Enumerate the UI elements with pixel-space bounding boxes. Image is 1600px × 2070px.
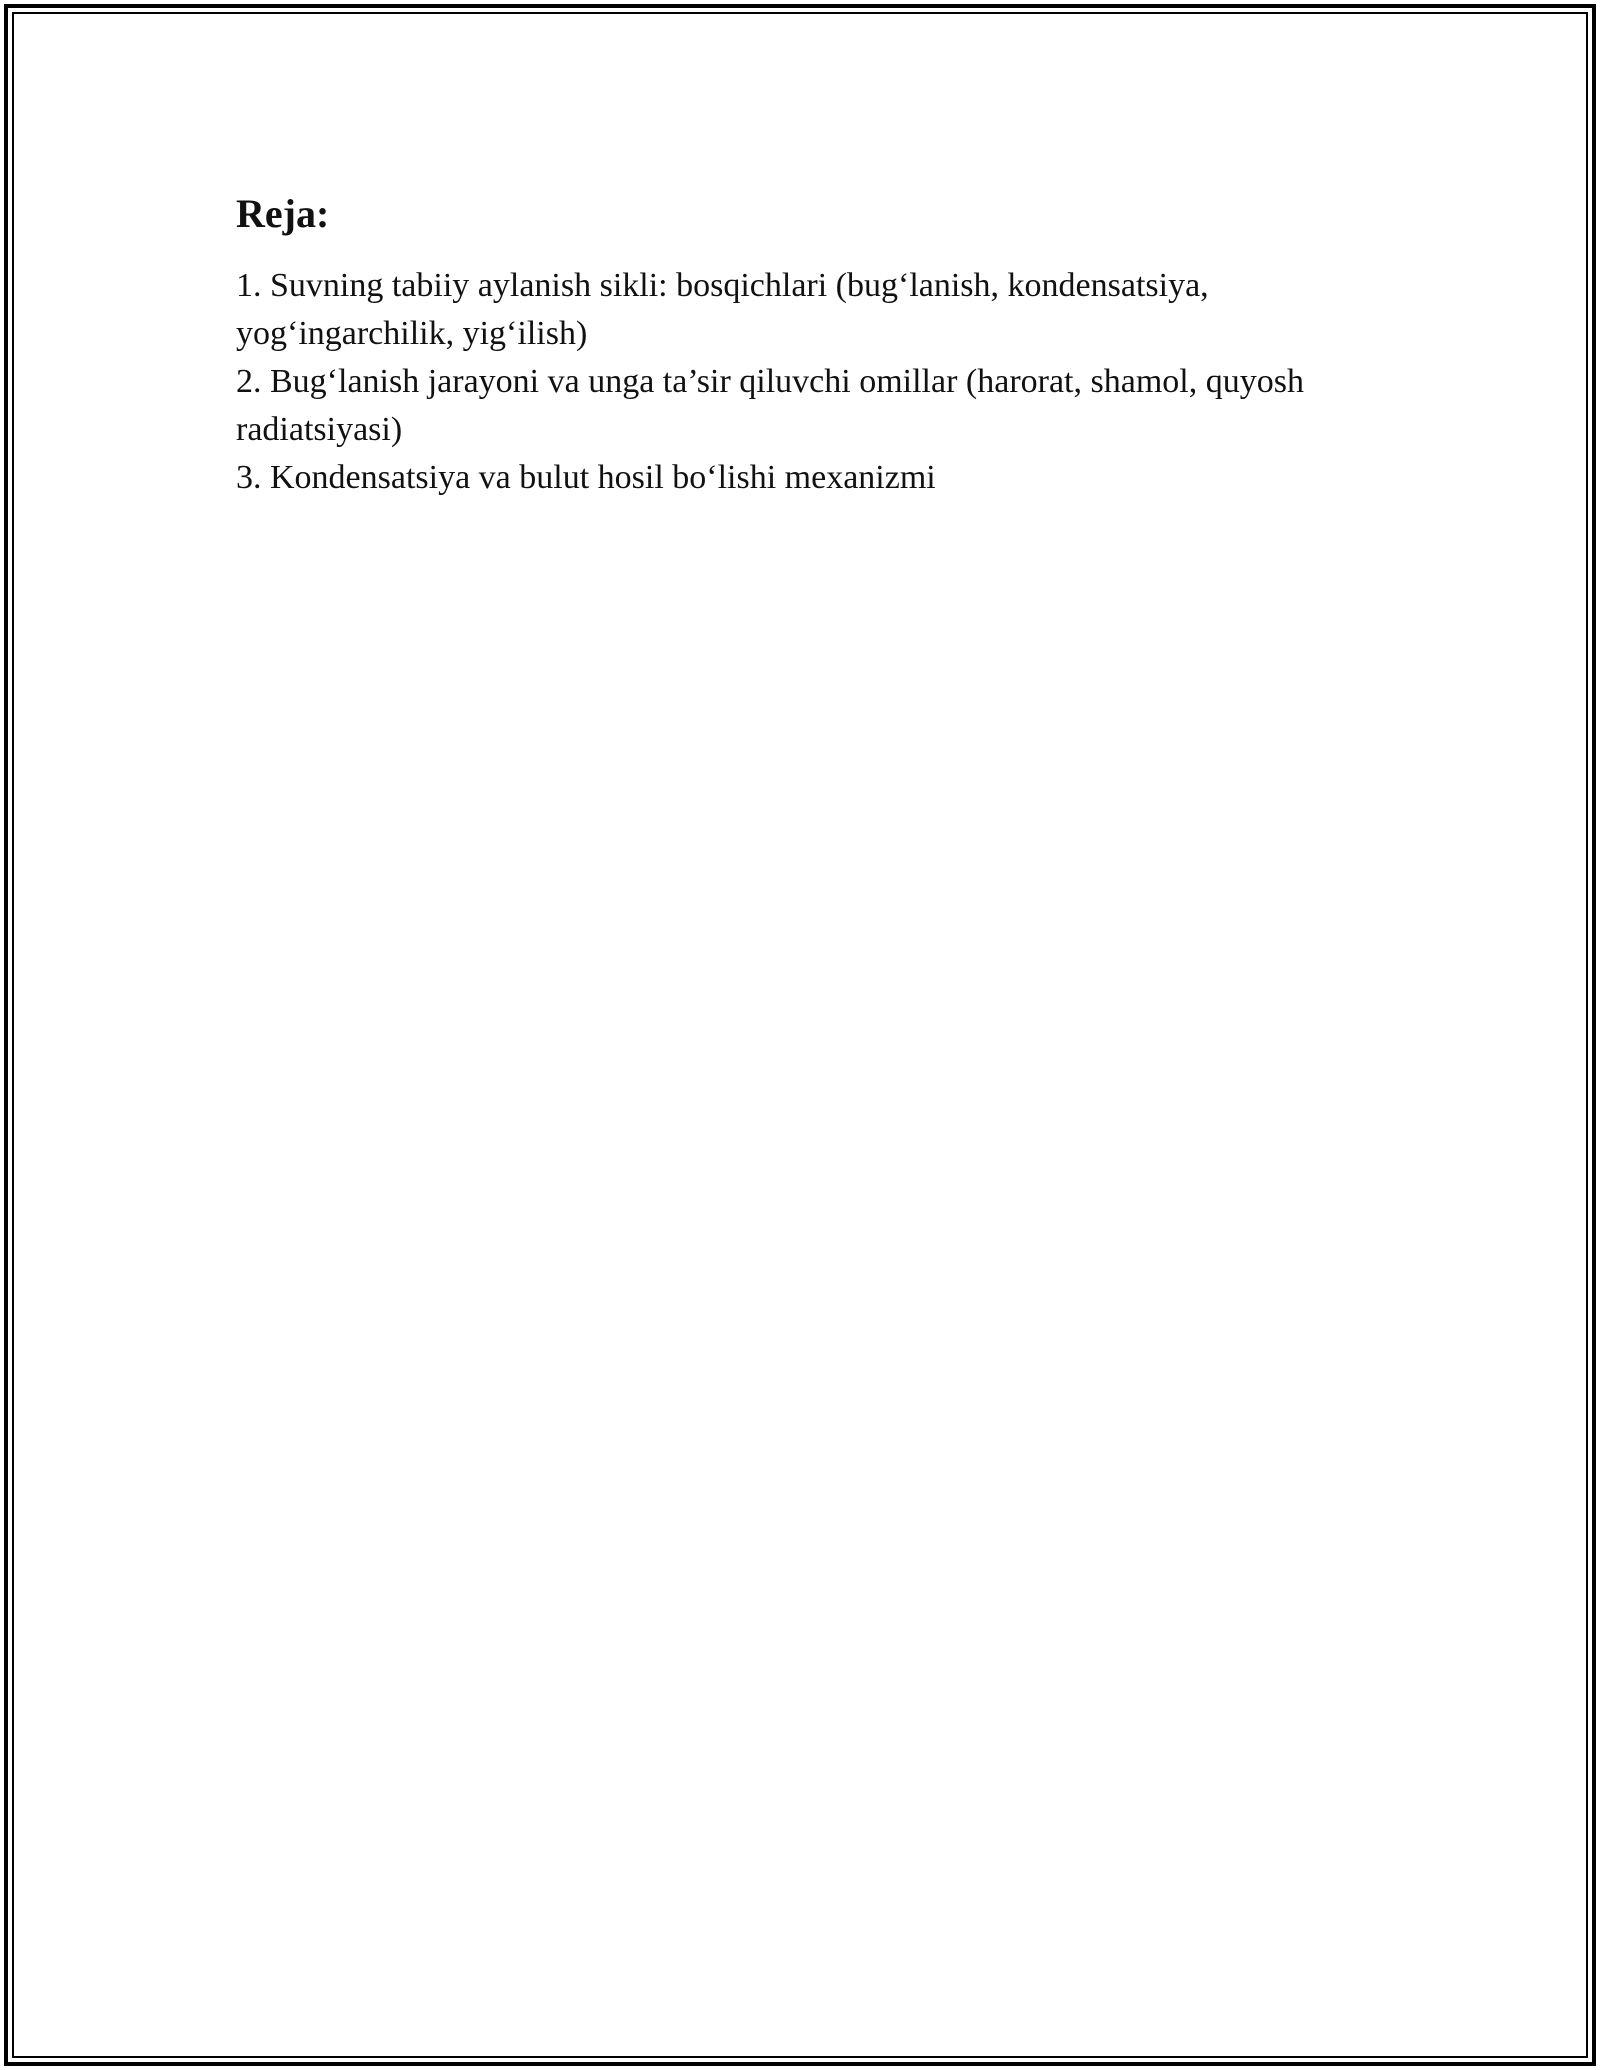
plan-item-3: 3. Kondensatsiya va bulut hosil bo‘lishi mexanizmi: [236, 459, 936, 496]
plan-item-2: 2. Bug‘lanish jarayoni va unga ta’sir qiluvchi omillar (harorat, shamol, quyosh radiatsiyasi): [236, 363, 1304, 448]
plan-item-1: 1. Suvning tabiiy aylanish sikli: bosqichlari (bug‘lanish, kondensatsiya, yog‘ingarchilik, yig‘ilish): [236, 267, 1209, 352]
page-content: [236, 186, 1356, 502]
plan-heading: Reja:: [236, 191, 330, 236]
plan-list: [236, 262, 1356, 502]
